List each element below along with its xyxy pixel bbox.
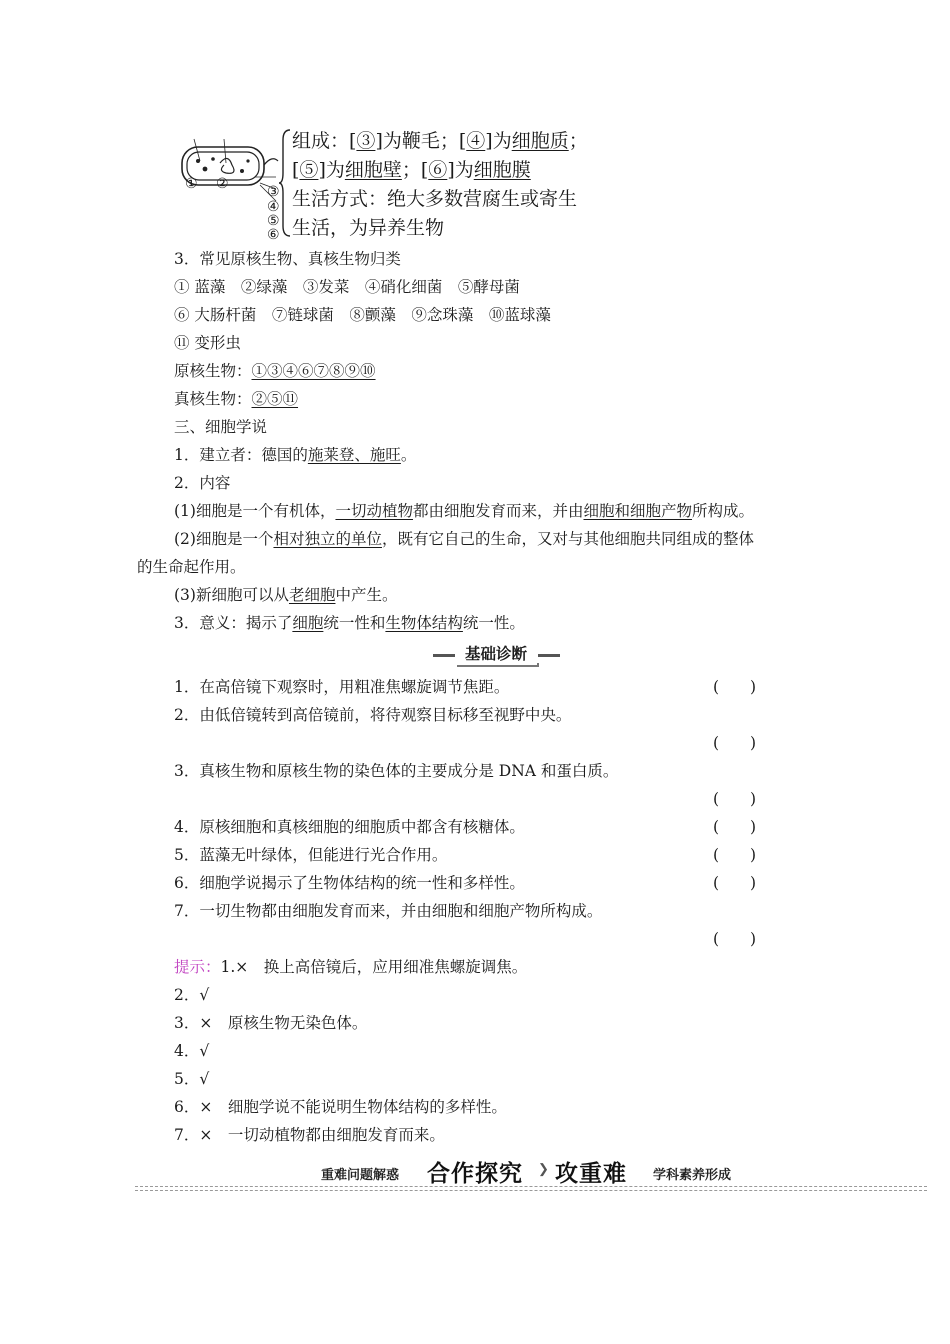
- cooperative-inquiry-banner: [135, 1150, 927, 1200]
- cell-theory-point-3: (3)新细胞可以从老细胞中产生。: [174, 586, 398, 604]
- banner-right-caption: 学科素养形成: [653, 1168, 732, 1183]
- cell-theory-significance: 3．意义：揭示了细胞统一性和生物体结构统一性。: [174, 614, 525, 632]
- banner-main-title-2: 攻重难: [555, 1161, 627, 1187]
- banner-divider: [135, 1186, 927, 1191]
- cell-theory-content-heading: 2．内容: [174, 474, 231, 492]
- question-2: 2．由低倍镜转到高倍镜前，将待观察目标移至视野中央。: [174, 706, 572, 724]
- organism-list-row-3: ⑪ 变形虫: [174, 334, 241, 352]
- diagram-label-1: ①: [185, 176, 198, 192]
- chevron-right-icon: ❯: [538, 1162, 549, 1177]
- question-1: 1．在高倍镜下观察时，用粗准焦螺旋调节焦距。: [174, 678, 510, 696]
- answer-blank-2[interactable]: ( ): [713, 734, 757, 752]
- cell-theory-heading: 三、细胞学说: [174, 418, 268, 436]
- organism-list-row-2: ⑥ 大肠杆菌 ⑦链球菌 ⑧颤藻 ⑨念珠藻 ⑩蓝球藻: [174, 306, 551, 324]
- brace-icon: [278, 128, 292, 238]
- hint-label: 提示：: [174, 958, 221, 976]
- question-6: 6．细胞学说揭示了生物体结构的统一性和多样性。: [174, 874, 525, 892]
- hint-7: 7．× 一切动植物都由细胞发育而来。: [174, 1126, 445, 1144]
- question-4: 4．原核细胞和真核细胞的细胞质中都含有核糖体。: [174, 818, 525, 836]
- hint-2: 2．√: [174, 986, 210, 1004]
- hint-6: 6．× 细胞学说不能说明生物体结构的多样性。: [174, 1098, 507, 1116]
- cell-theory-point-2-cont: 的生命起作用。: [137, 558, 246, 576]
- answer-blank-1[interactable]: ( ): [713, 678, 757, 696]
- answer-blank-3[interactable]: ( ): [713, 790, 757, 808]
- cell-theory-founder: 1．建立者：德国的施莱登、施旺。: [174, 446, 417, 464]
- prokaryote-answer-line: 原核生物：①③④⑥⑦⑧⑨⑩: [174, 362, 376, 380]
- diagram-lifestyle-line-1: 生活方式：绝大多数营腐生或寄生: [292, 188, 578, 210]
- question-3: 3．真核生物和原核生物的染色体的主要成分是 DNA 和蛋白质。: [174, 762, 619, 780]
- hint-4: 4．√: [174, 1042, 210, 1060]
- question-5: 5．蓝藻无叶绿体，但能进行光合作用。: [174, 846, 448, 864]
- diagram-composition-line-1: 组成：[③]为鞭毛；[④]为细胞质；: [292, 130, 588, 152]
- organism-list-row-1: ① 蓝藻 ②绿藻 ③发菜 ④硝化细菌 ⑤酵母菌: [174, 278, 520, 296]
- diagram-label-4: ④: [267, 199, 280, 215]
- cell-theory-point-1: (1)细胞是一个有机体，一切动植物都由细胞发育而来，并由细胞和细胞产物所构成。: [174, 502, 755, 520]
- answer-blank-6[interactable]: ( ): [713, 874, 757, 892]
- cell-theory-point-2: (2)细胞是一个相对独立的单位，既有它自己的生命，又对与其他细胞共同组成的整体: [174, 530, 754, 548]
- answer-blank-7[interactable]: ( ): [713, 930, 757, 948]
- hint-5: 5．√: [174, 1070, 210, 1088]
- diagram-label-2: ②: [216, 176, 229, 192]
- banner-left-caption: 重难问题解惑: [321, 1168, 400, 1183]
- classification-heading: 3．常见原核生物、真核生物归类: [174, 250, 401, 268]
- banner-main-title-1: 合作探究: [427, 1161, 523, 1187]
- diagram-label-6: ⑥: [267, 227, 280, 243]
- hint-1: 提示：1.× 换上高倍镜后，应用细准焦螺旋调焦。: [174, 958, 528, 976]
- diagram-label-5: ⑤: [267, 213, 280, 229]
- diagram-lifestyle-line-2: 生活，为异养生物: [292, 217, 445, 239]
- hint-3: 3．× 原核生物无染色体。: [174, 1014, 368, 1032]
- eukaryote-answer-line: 真核生物：②⑤⑪: [174, 390, 299, 408]
- basic-diagnosis-banner: [433, 643, 560, 667]
- banner-title: 基础诊断: [455, 643, 537, 665]
- question-7: 7．一切生物都由细胞发育而来，并由细胞和细胞产物所构成。: [174, 902, 603, 920]
- answer-blank-4[interactable]: ( ): [713, 818, 757, 836]
- diagram-label-3: ③: [267, 184, 280, 200]
- diagram-composition-line-2: [⑤]为细胞壁；[⑥]为细胞膜: [292, 159, 531, 181]
- answer-blank-5[interactable]: ( ): [713, 846, 757, 864]
